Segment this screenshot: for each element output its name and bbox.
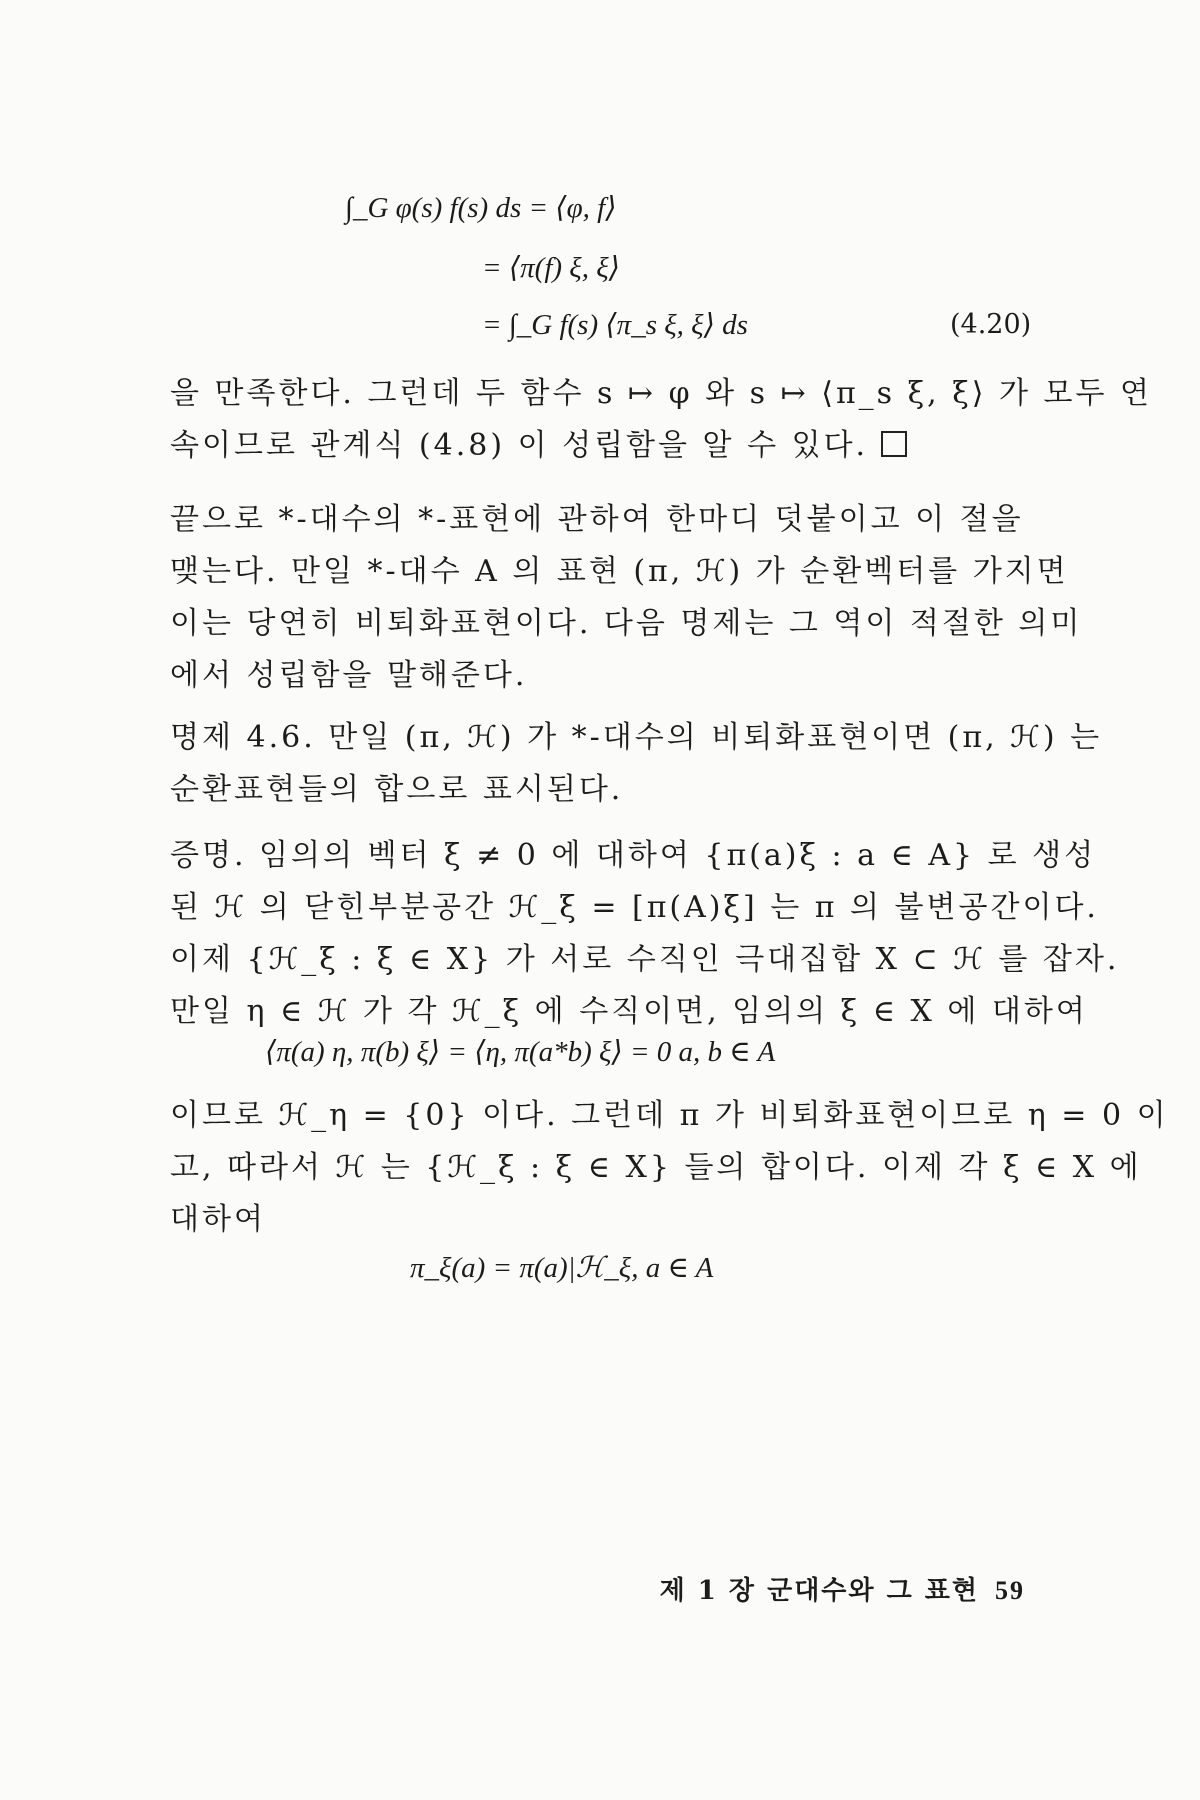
text-line: 맺는다. 만일 *-대수 A 의 표현 (π, ℋ) 가 순환벡터를 가지면 (170, 554, 1069, 589)
closing-paragraph (170, 494, 1083, 702)
text-line: 대하여 (170, 1202, 266, 1237)
text-line: 끝으로 *-대수의 *-표현에 관하여 한마디 덧붙이고 이 절을 (170, 502, 1024, 537)
proposition-4-6 (170, 712, 1103, 816)
equation-line-3: = ∫_G f(s) ⟨π_s ξ, ξ⟩ ds (482, 309, 748, 341)
qed-box-icon (881, 431, 907, 457)
text-line: 증명. 임의의 벡터 ξ ≠ 0 에 대하여 {π(a)ξ : a ∈ A} 로 생성 (170, 838, 1097, 873)
equation-number: (4.20) (950, 309, 1032, 340)
text-line: 이제 {ℋ_ξ : ξ ∈ X} 가 서로 수직인 극대집합 X ⊂ ℋ 를 잡자. (170, 942, 1120, 977)
restriction-equation: π_ξ(a) = π(a)|ℋ_ξ, a ∈ A (410, 1252, 714, 1284)
text-line: 순환표현들의 합으로 표시된다. (170, 772, 624, 807)
inner-product-equation: ⟨π(a) η, π(b) ξ⟩ = ⟨η, π(a*b) ξ⟩ = 0 a, b ∈ A (265, 1036, 776, 1068)
proof-end-paragraph (170, 368, 1152, 472)
text-line: 이는 당연히 비퇴화표현이다. 다음 명제는 그 역이 적절한 의미 (170, 606, 1083, 641)
text-line: 에서 성립함을 말해준다. (170, 658, 528, 693)
chapter-title: 제 1 장 군대수와 그 표현 (659, 1576, 979, 1606)
text-line (170, 420, 1040, 472)
equation-line-2: = ⟨π(f) ξ, ξ⟩ (482, 252, 620, 284)
text-line: 만일 η ∈ ℋ 가 각 ℋ_ξ 에 수직이면, 임의의 ξ ∈ X 에 대하여 (170, 994, 1088, 1029)
page-number: 59 (995, 1576, 1025, 1605)
text-line: 명제 4.6. 만일 (π, ℋ) 가 *-대수의 비퇴화표현이면 (π, ℋ) 는 (170, 720, 1103, 755)
proof-continuation (170, 1090, 1169, 1246)
text-line: 고, 따라서 ℋ 는 {ℋ_ξ : ξ ∈ X} 들의 합이다. 이제 각 ξ ∈ X 에 (170, 1150, 1142, 1185)
equation-line-1: ∫_G φ(s) f(s) ds = ⟨φ, f⟩ (345, 192, 617, 224)
proof-paragraph (170, 830, 1120, 1038)
page-footer (660, 1570, 1025, 1607)
text-line: 된 ℋ 의 닫힌부분공간 ℋ_ξ = [π(A)ξ] 는 π 의 불변공간이다. (170, 890, 1099, 925)
text-line: 이므로 ℋ_η = {0} 이다. 그런데 π 가 비퇴화표현이므로 η = 0 이 (170, 1098, 1169, 1133)
text-line-content: 속이므로 관계식 (4.8) 이 성립함을 알 수 있다. (170, 428, 869, 463)
text-line: 을 만족한다. 그런데 두 함수 s ↦ φ 와 s ↦ ⟨π_s ξ, ξ⟩ 가 모두 연 (170, 376, 1152, 411)
